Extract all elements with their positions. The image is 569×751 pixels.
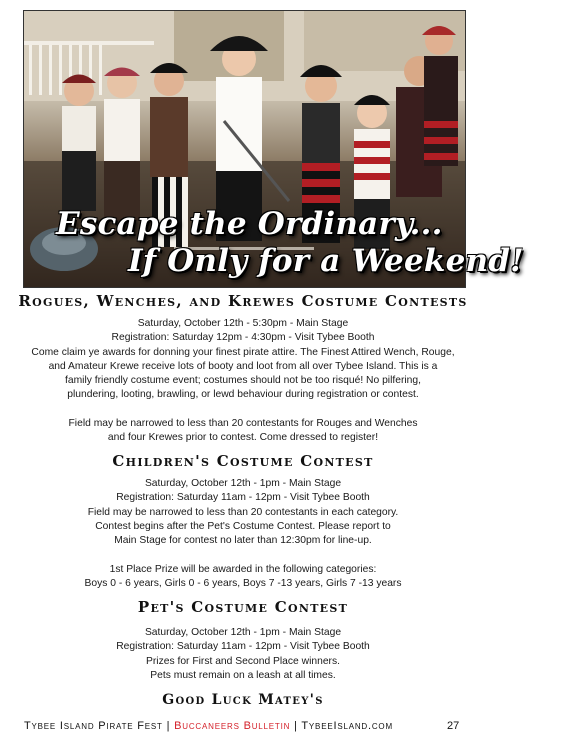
children-line [20, 548, 466, 562]
headline-line-2: If Only for a Weekend! [128, 243, 524, 279]
pets-line: Pets must remain on a leash at all times. [150, 669, 336, 681]
rogues-line: plundering, looting, brawling, or lewd behaviour during registration or contest. [67, 389, 419, 401]
rogues-line: and four Krewes prior to contest. Come dressed to register! [107, 432, 379, 444]
children-line: Registration: Saturday 11am - 12pm - Visit Tybee Booth [116, 492, 370, 504]
footer-bulletin-name: Buccaneers Bulletin [174, 720, 291, 732]
signoff: Good Luck Matey's [162, 692, 324, 708]
rogues-section-title: Rogues, Wenches, and Krewes Costume Contests [18, 292, 468, 310]
children-line: Main Stage for contest no later than 12:30pm for line-up. [114, 535, 372, 547]
children-line: Saturday, October 12th - 1pm - Main Stage [144, 478, 342, 489]
children-section-body [20, 477, 466, 591]
children-line: Contest begins after the Pet's Costume Contest. Please report to [95, 520, 391, 532]
rogues-line: Come claim ye awards for donning your finest pirate attire. The Finest Attired Wench, Rouge, [31, 346, 455, 358]
rogues-section-body [20, 317, 466, 446]
pets-line: Registration: Saturday 11am - 12pm - Visit Tybee Booth [116, 641, 370, 653]
footer-website-link[interactable]: TybeeIsland.com [301, 720, 393, 732]
pets-section-title: Pet's Costume Contest [137, 598, 349, 616]
children-line: Boys 0 - 6 years, Girls 0 - 6 years, Boys 7 -13 years, Girls 7 -13 years [84, 578, 402, 590]
footer-separator: | [294, 720, 298, 732]
rogues-line [20, 403, 466, 417]
pets-line: Prizes for First and Second Place winners. [145, 655, 340, 667]
pets-line: Saturday, October 12th - 1pm - Main Stage [144, 627, 342, 638]
footer-festival-name: Tybee Island Pirate Fest [24, 720, 163, 732]
pets-section-body [20, 626, 466, 683]
rogues-line: Registration: Saturday 12pm - 4:30pm - Visit Tybee Booth [111, 332, 375, 344]
footer [24, 720, 464, 732]
children-line: Field may be narrowed to less than 20 contestants in each category. [87, 506, 399, 518]
children-section-title: Children's Costume Contest [112, 452, 374, 470]
page-number: 27 [447, 720, 460, 732]
hero-photo [23, 10, 524, 288]
footer-separator: | [166, 720, 171, 732]
rogues-line: family friendly costume event; costumes should not be too risqué! No pilfering, [65, 375, 421, 387]
children-line: 1st Place Prize will be awarded in the following categories: [109, 563, 377, 575]
rogues-line: and Amateur Krewe receive lots of booty and loot from all over Tybee Island. This is a [48, 360, 438, 372]
rogues-line: Field may be narrowed to less than 20 contestants for Rouges and Wenches [68, 418, 418, 430]
headline-line-1: Escape the Ordinary... [56, 206, 443, 242]
rogues-line: Saturday, October 12th - 5:30pm - Main Stage [137, 318, 349, 329]
